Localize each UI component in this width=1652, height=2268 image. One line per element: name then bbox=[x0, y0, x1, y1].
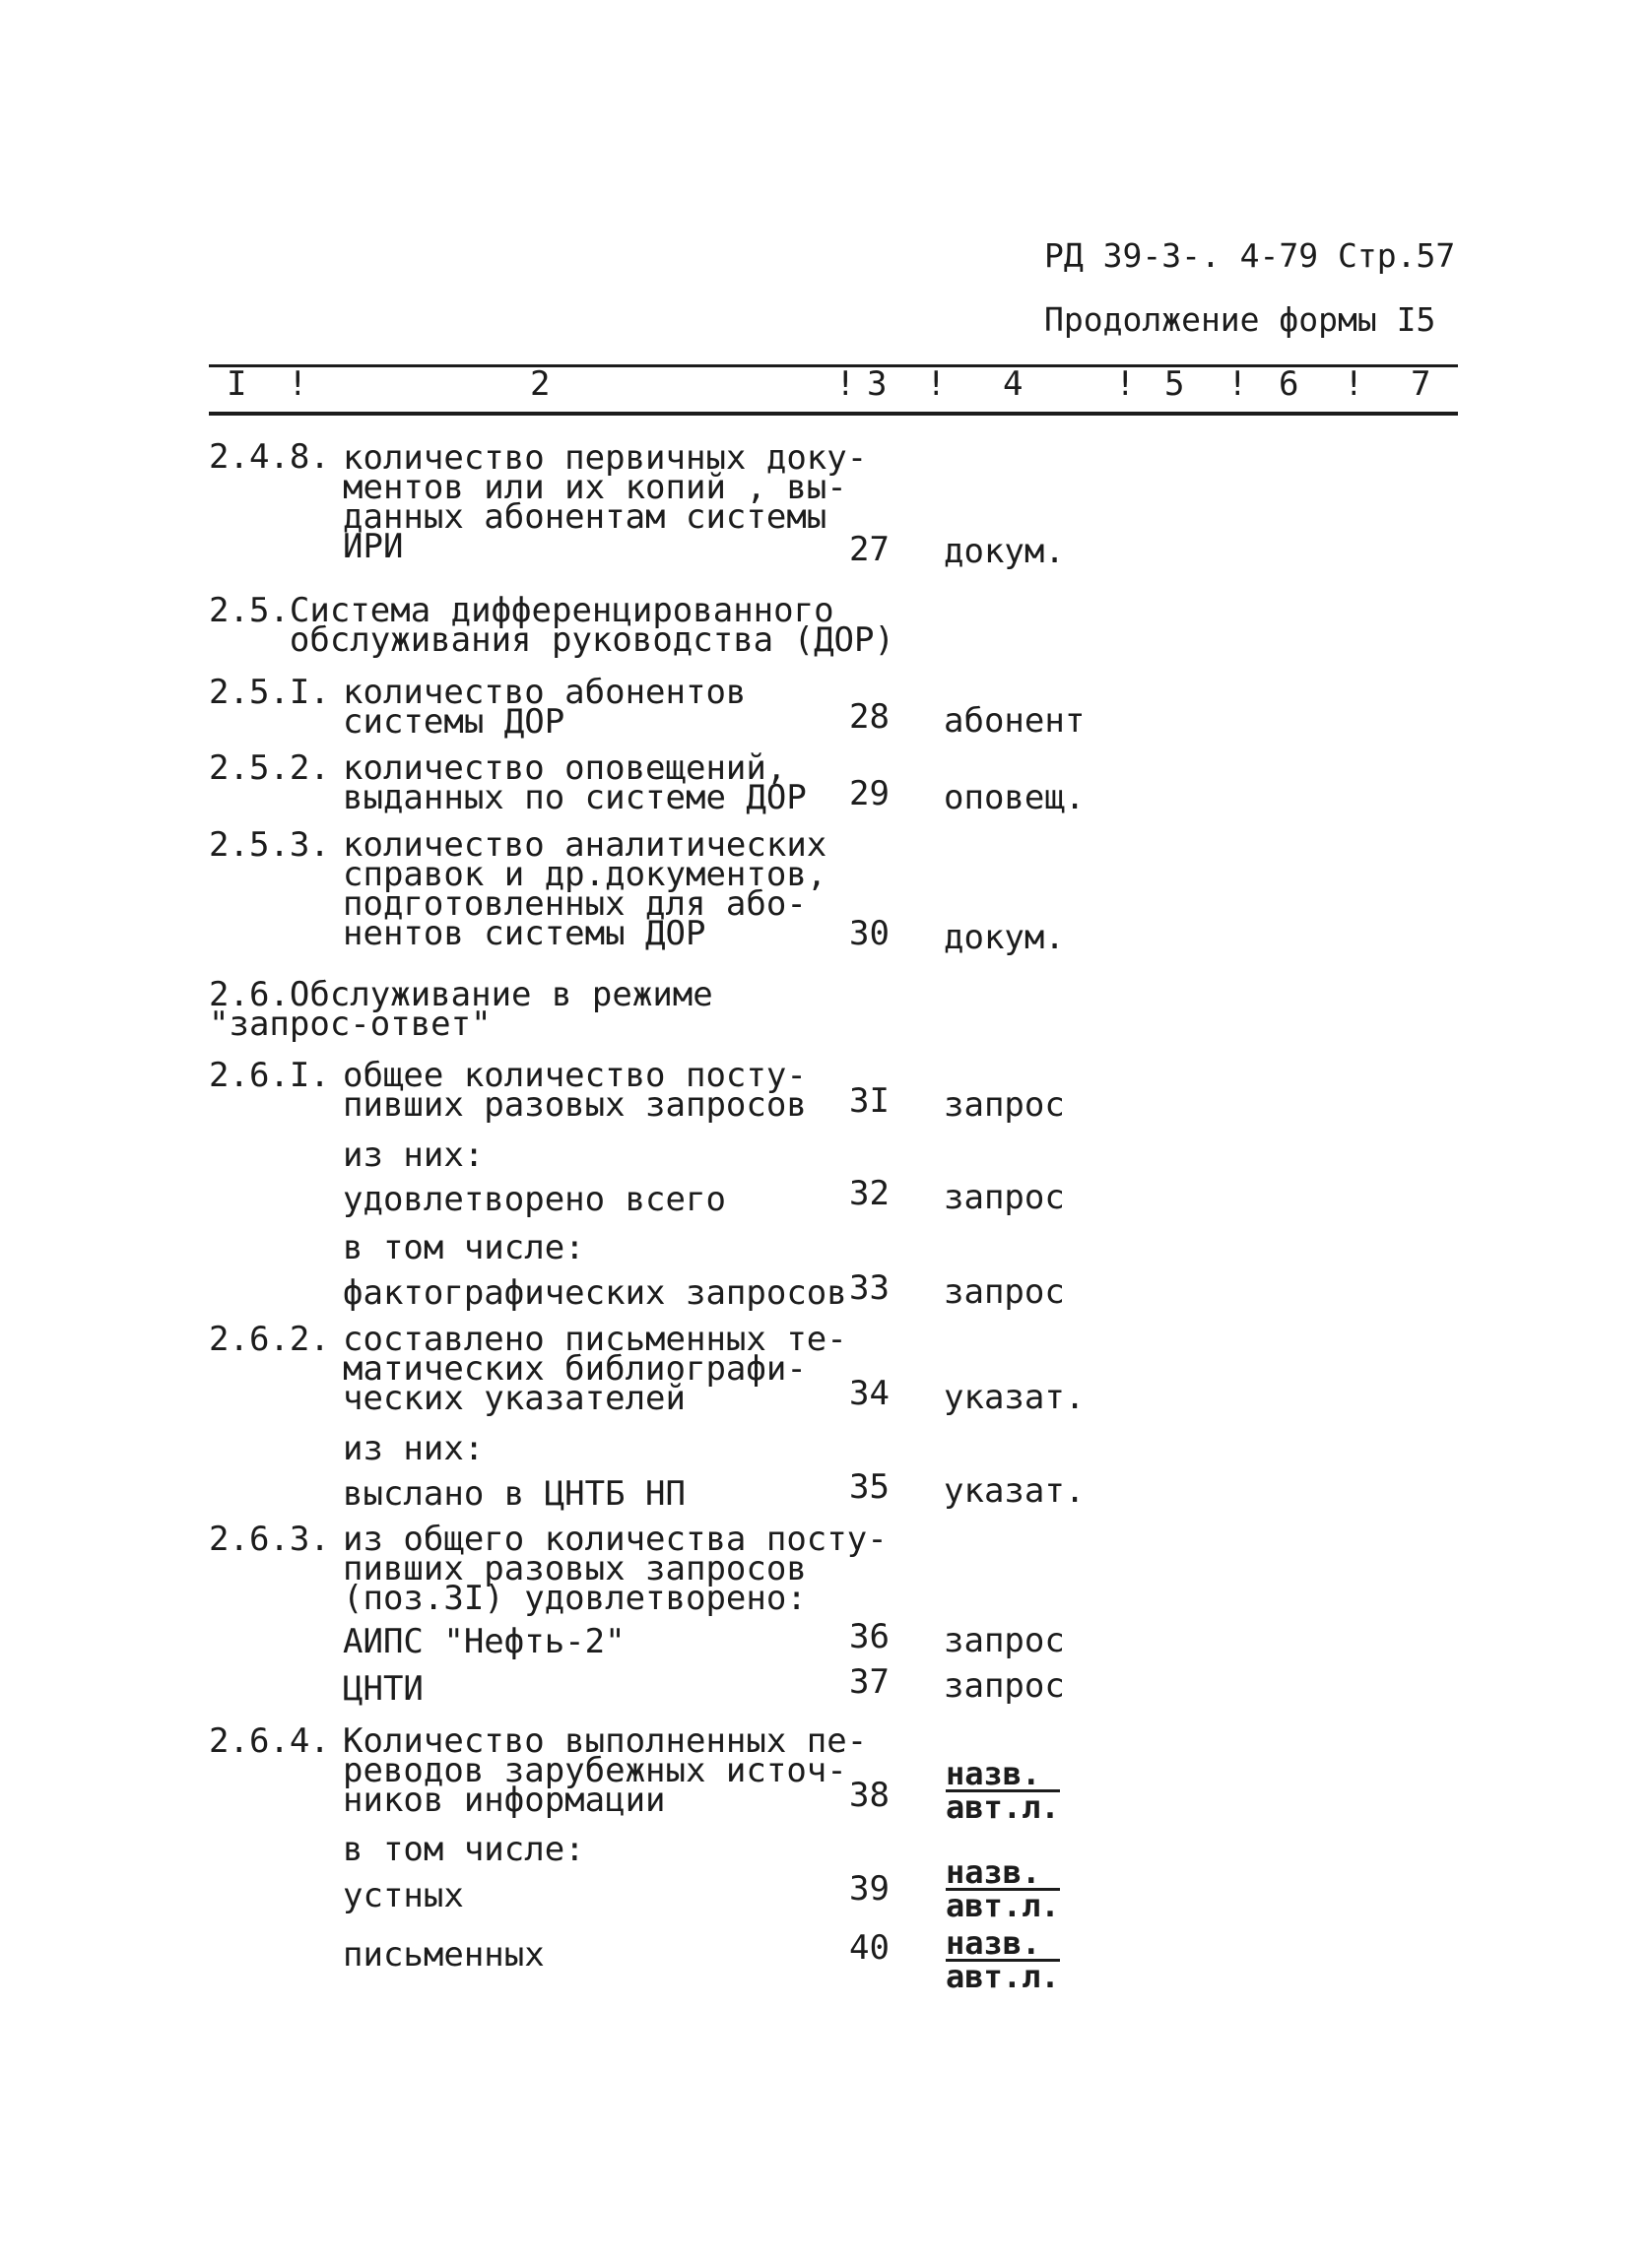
unit-of-measure: указат. bbox=[944, 1471, 1086, 1511]
item-number: 2.6.I. bbox=[209, 1056, 330, 1095]
line-code: 34 bbox=[849, 1374, 890, 1413]
line-code: 38 bbox=[849, 1776, 890, 1815]
unit-of-measure: запрос bbox=[944, 1621, 1065, 1660]
unit-fraction-denominator: авт.л. bbox=[946, 1788, 1060, 1826]
line-code: 33 bbox=[849, 1268, 890, 1308]
item-description: составлено письменных те- матических библиографи- ческих указателей bbox=[343, 1320, 847, 1418]
item-description: устных bbox=[343, 1876, 464, 1915]
unit-of-measure: оповещ. bbox=[944, 778, 1086, 817]
column-separator: ! bbox=[288, 364, 308, 404]
column-separator: ! bbox=[926, 364, 947, 404]
item-description: фактографических запросов bbox=[343, 1273, 847, 1313]
line-code: 37 bbox=[849, 1662, 890, 1702]
item-description: из них: bbox=[343, 1429, 485, 1468]
document-reference: РД 39-3-. 4-79 Стр.57 bbox=[1044, 236, 1456, 275]
item-number: 2.5.2. bbox=[209, 748, 330, 788]
item-description: в том числе: bbox=[343, 1830, 585, 1869]
item-description: Количество выполненных пе- реводов зарубежных источ- ников информации bbox=[343, 1721, 868, 1820]
unit-fraction-numerator: назв. bbox=[946, 1759, 1060, 1792]
column-header-3: 3 bbox=[867, 364, 888, 404]
column-header-4: 4 bbox=[1003, 364, 1024, 404]
line-code: 3I bbox=[849, 1081, 890, 1121]
unit-fraction bbox=[946, 1853, 1060, 1924]
line-code: 30 bbox=[849, 914, 890, 953]
unit-of-measure: указат. bbox=[944, 1378, 1086, 1417]
unit-fraction-numerator: назв. bbox=[946, 1928, 1060, 1962]
unit-of-measure: запрос bbox=[944, 1666, 1065, 1706]
line-code: 32 bbox=[849, 1174, 890, 1213]
unit-of-measure: абонент bbox=[944, 701, 1086, 741]
item-description: количество первичных доку- ментов или их копий , вы- данных абонентам системы ИРИ bbox=[343, 438, 868, 566]
item-description: количество аналитических справок и др.документов, подготовленных для або- нентов системы ДОР bbox=[343, 825, 827, 953]
item-description: выслано в ЦНТБ НП bbox=[343, 1474, 686, 1514]
line-code: 27 bbox=[849, 530, 890, 569]
item-number: 2.6.4. bbox=[209, 1721, 330, 1761]
unit-of-measure: докум. bbox=[944, 532, 1065, 571]
unit-fraction-denominator: авт.л. bbox=[946, 1958, 1060, 1995]
item-description: удовлетворено всего bbox=[343, 1180, 726, 1219]
column-separator: ! bbox=[1344, 364, 1364, 404]
column-header-7: 7 bbox=[1411, 364, 1431, 404]
column-separator: ! bbox=[835, 364, 856, 404]
column-header-6: 6 bbox=[1279, 364, 1299, 404]
unit-of-measure: запрос bbox=[944, 1272, 1065, 1312]
line-code: 39 bbox=[849, 1869, 890, 1909]
line-code: 40 bbox=[849, 1928, 890, 1968]
column-header-5: 5 bbox=[1164, 364, 1185, 404]
item-number: 2.5.3. bbox=[209, 825, 330, 865]
table-header-rule bbox=[209, 412, 1458, 416]
item-number: 2.5.I. bbox=[209, 673, 330, 712]
item-number: 2.6.2. bbox=[209, 1320, 330, 1359]
item-number: 2.6.3. bbox=[209, 1520, 330, 1559]
section-heading: 2.5.Система дифференцированного обслуживания руководства (ДОР) bbox=[209, 591, 894, 660]
item-description: письменных bbox=[343, 1935, 545, 1975]
item-number: 2.4.8. bbox=[209, 437, 330, 477]
item-description: количество оповещений, выданных по системе ДОР bbox=[343, 748, 807, 817]
line-code: 29 bbox=[849, 774, 890, 813]
unit-fraction-denominator: авт.л. bbox=[946, 1887, 1060, 1924]
item-description: из общего количества посту- пивших разовых запросов (поз.3I) удовлетворено: bbox=[343, 1520, 888, 1618]
table-top-rule bbox=[209, 364, 1458, 367]
line-code: 28 bbox=[849, 697, 890, 737]
column-header-2: 2 bbox=[530, 364, 551, 404]
unit-fraction bbox=[946, 1755, 1060, 1826]
item-description: в том числе: bbox=[343, 1228, 585, 1267]
unit-of-measure: докум. bbox=[944, 918, 1065, 957]
column-separator: ! bbox=[1227, 364, 1248, 404]
item-description: ЦНТИ bbox=[343, 1669, 424, 1709]
item-description: из них: bbox=[343, 1135, 485, 1175]
item-description: количество абонентов системы ДОР bbox=[343, 673, 747, 742]
unit-of-measure: запрос bbox=[944, 1085, 1065, 1125]
unit-of-measure: запрос bbox=[944, 1178, 1065, 1217]
line-code: 36 bbox=[849, 1617, 890, 1656]
line-code: 35 bbox=[849, 1467, 890, 1507]
item-description: АИПС "Нефть-2" bbox=[343, 1622, 626, 1661]
column-separator: ! bbox=[1115, 364, 1136, 404]
form-continuation-title: Продолжение формы I5 bbox=[1044, 300, 1436, 339]
column-header-1: I bbox=[227, 364, 247, 404]
unit-fraction bbox=[946, 1924, 1060, 1995]
unit-fraction-numerator: назв. bbox=[946, 1857, 1060, 1891]
section-heading: 2.6.Обслуживание в режиме "запрос-ответ" bbox=[209, 975, 713, 1044]
item-description: общее количество посту- пивших разовых запросов bbox=[343, 1056, 807, 1125]
